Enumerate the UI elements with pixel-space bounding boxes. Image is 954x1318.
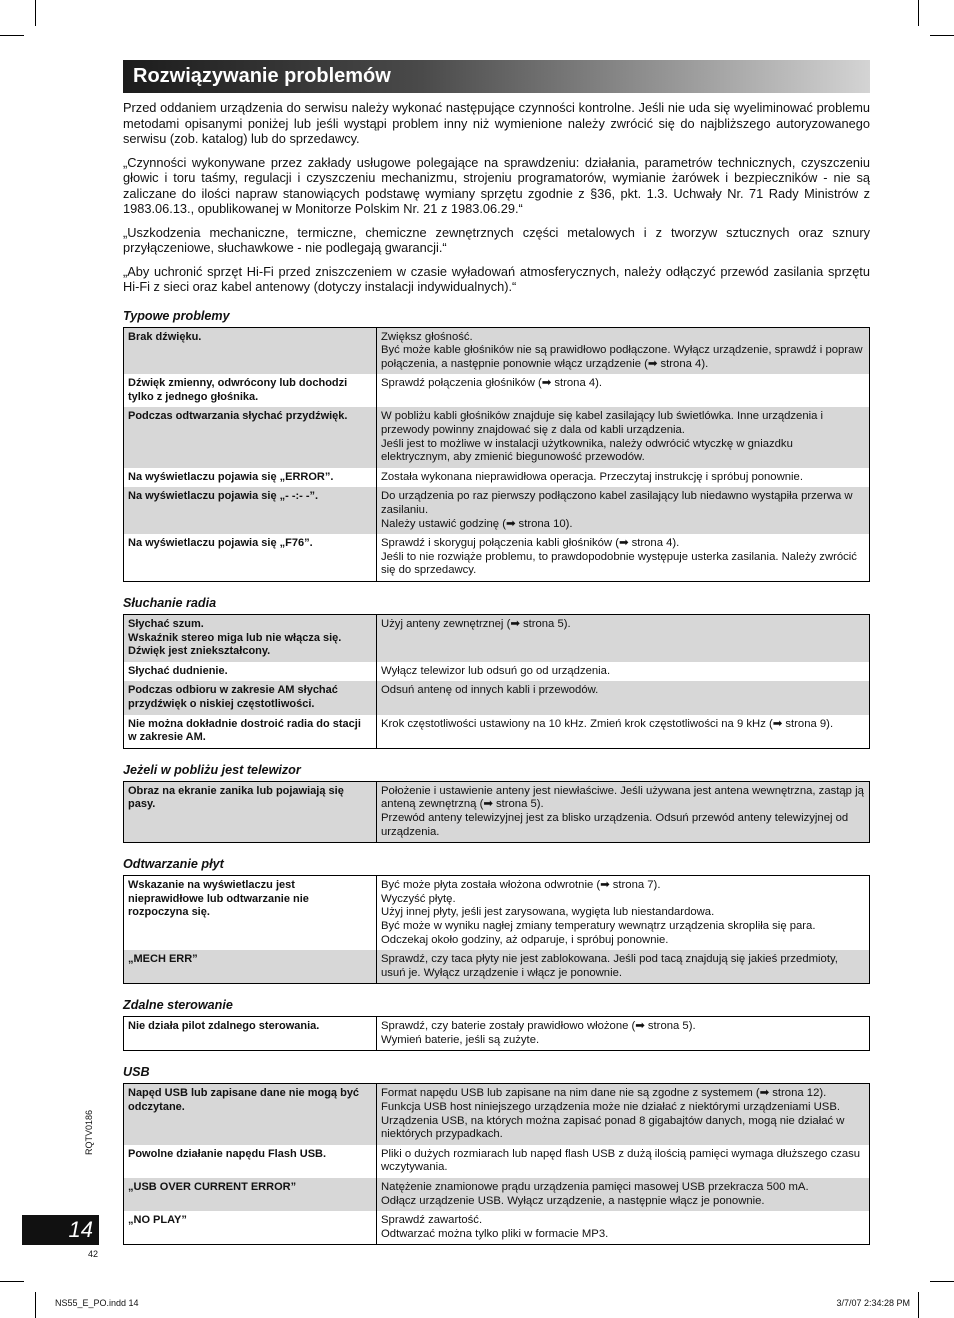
crop-mark (918, 0, 919, 26)
table-row (124, 487, 870, 534)
problem-cell: Obraz na ekranie zanika lub pojawiają się pasy. (124, 781, 377, 842)
solution-cell: Sprawdź i skoryguj połączenia kabli głośników (➡ strona 4). Jeśli to nie rozwiąże problemu, to prawdopodobnie występuje usterka zasilania. Należy zwrócić się do sprzedawcy. (381, 537, 857, 577)
problem-cell: Słychać szum. Wskaźnik stereo miga lub nie włącza się. Dźwięk jest zniekształcony. (124, 615, 377, 662)
intro-paragraph: „Aby uchronić sprzęt Hi-Fi przed zniszczeniem w czasie wyładowań atmosferycznych, należy odłączyć przewód zasilania sprzętu Hi-Fi z sieci oraz kabel antenowy (dotyczy instalacji indywidualnych).“ (123, 263, 870, 294)
problem-cell: Podczas odtwarzania słychać przydźwięk. (124, 407, 377, 467)
problem-cell: Napęd USB lub zapisane dane nie mogą być odczytane. (124, 1084, 377, 1145)
intro-paragraph: „Uszkodzenia mechaniczne, termiczne, chemiczne zewnętrznych części metalowych i z tworzyw sztucznych oraz sznury przyłączeniowe, słuchawkowe - nie podlegają gwarancji.“ (123, 224, 870, 255)
title-bar (123, 60, 870, 93)
crop-mark (35, 0, 36, 26)
page-number-box (22, 1215, 99, 1245)
crop-mark (0, 1281, 24, 1282)
table-row (124, 876, 870, 950)
problem-cell: „NO PLAY” (124, 1211, 377, 1245)
table-row (124, 681, 870, 714)
problem-cell: Wskazanie na wyświetlaczu jest nieprawidłowe lub odtwarzanie nie rozpoczyna się. (124, 876, 377, 950)
problem-cell: Nie można dokładnie dostroić radia do stacji w zakresie AM. (124, 715, 377, 749)
troubleshooting-table (123, 875, 870, 984)
table-row (124, 715, 870, 749)
table-row (124, 468, 870, 488)
solution-cell: W pobliżu kabli głośników znajduje się kabel zasilający lub świetlówka. Inne urządzenia i przewody powinny znajdować się z dala od kabli urządzenia. Jeśli jest to możliwe w instalacji użytkownika, należy odwrócić wtyczkę w gniazdku elektrycznym, aby zmienić biegunowość przewodów. (377, 407, 870, 467)
table-row (124, 1211, 870, 1245)
section-title: USB (123, 1065, 150, 1080)
solution-cell: Sprawdź, czy taca płyty nie jest zablokowana. Jeśli pod tacą znajdują się jakieś przedmioty, usuń je. Wyłącz urządzenie i włącz je ponownie. (377, 950, 870, 984)
table-row (124, 327, 870, 374)
table-row (124, 662, 870, 682)
troubleshooting-sections (123, 309, 870, 1246)
document-code: RQTV0186 (84, 1109, 94, 1155)
problem-cell: Słychać dudnienie. (124, 662, 377, 682)
intro-paragraph: Przed oddaniem urządzenia do serwisu należy wykonać następujące czynności kontrolne. Jeśli nie uda się wyeliminować problemu metodami opisanymi poniżej lub jeśli wystąpi problem inny niż wymienione należy zwrócić się do najbliższego autoryzowanego serwisu (zob. katalog) lub do sprzedawcy. (123, 100, 870, 146)
solution-cell: Odsuń antenę od innych kabli i przewodów. (377, 681, 870, 714)
table-row (124, 374, 870, 407)
table-row (124, 615, 870, 662)
crop-mark (930, 35, 954, 36)
intro (123, 100, 870, 295)
table-row (124, 1145, 870, 1178)
problem-cell: „MECH ERR” (124, 950, 377, 984)
footer-date: 3/7/07 2:34:28 PM (836, 1298, 910, 1308)
troubleshooting-table (123, 1083, 870, 1245)
problem-cell: Dźwięk zmienny, odwrócony lub dochodzi tylko z jednego głośnika. (124, 374, 377, 407)
section-title: Słuchanie radia (123, 596, 217, 610)
problem-cell: „USB OVER CURRENT ERROR” (124, 1178, 377, 1211)
table-row (124, 1084, 870, 1145)
solution-cell: Krok częstotliwości ustawiony na 10 kHz. Zmień krok częstotliwości na 9 kHz (➡ strona 9). (381, 717, 834, 730)
problem-cell: Podczas odbioru w zakresie AM słychać przydźwięk o niskiej częstotliwości. (124, 681, 377, 714)
crop-mark (918, 1292, 919, 1318)
solution-cell: Została wykonana nieprawidłowa operacja. Przeczytaj instrukcję i spróbuj ponownie. (381, 470, 803, 483)
page-number: 14 (68, 1217, 93, 1242)
solution-cell: Być może płyta została włożona odwrotnie (➡ strona 7). Wyczyść płytę. Użyj innej płyty, jeśli jest zarysowana, wygięta lub niestandardowa. Być może w wyniku nagłej zmiany temperatury wewnątrz urządzenia skropliła się para. Odczekaj około godziny, aż odparuje, i spróbuj ponownie. (381, 879, 816, 946)
solution-cell: Położenie i ustawienie anteny jest niewłaściwe. Jeśli używana jest antena wewnętrzna, zastąp ją anteną zewnętrzną (➡ strona 5). Przewód anteny telewizyjnej jest za blisko urządzenia. Odsuń przewód anteny telewizyjnej od urządzenia. (377, 781, 870, 842)
solution-cell: Użyj anteny zewnętrznej (➡ strona 5). (377, 615, 870, 662)
crop-mark (930, 1281, 954, 1282)
section-title: Typowe problemy (123, 308, 230, 323)
table-row (124, 950, 870, 984)
solution-cell: Sprawdź zawartość. Odtwarzać można tylko pliki w formacie MP3. (381, 1214, 609, 1240)
problem-cell: Powolne działanie napędu Flash USB. (124, 1145, 377, 1178)
section-title: Jeżeli w pobliżu jest telewizor (123, 762, 301, 777)
problem-cell: Nie działa pilot zdalnego sterowania. (124, 1017, 377, 1051)
section-title: Zdalne sterowanie (123, 998, 233, 1013)
table-row (124, 407, 870, 467)
crop-mark (0, 35, 24, 36)
solution-cell: Do urządzenia po raz pierwszy podłączono kabel zasilający lub niedawno wystąpiła przerwa w zasilaniu. Należy ustawić godzinę (➡ strona 10). (377, 487, 870, 534)
problem-cell: Na wyświetlaczu pojawia się „ERROR”. (124, 468, 377, 488)
small-page-number: 42 (88, 1249, 99, 1259)
table-row (124, 781, 870, 842)
solution-cell: Pliki o dużych rozmiarach lub napęd flash USB z dużą ilością pamięci wymaga dłuższego czasu wczytywania. (381, 1147, 861, 1174)
intro-paragraph: „Czynności wykonywane przez zakłady usługowe polegające na sprawdzeniu: działania, parametrów technicznych, czyszczeniu głowic i toru taśmy, regulacji i czyszczeniu mechanizmu, strojeniu programatorów, wymianie żarówek i bezpieczników - nie są zaliczane do ilości napraw stanowiących podstawę wymiany sprzętu zgodnie z §36, pkt. 1.3. Uchwały Nr. 71 Rady Ministrów z 1983.06.13., opublikowanej w Monitorze Polskim Nr. 21 z 1983.06.29.“ (123, 154, 870, 216)
solution-cell: Natężenie znamionowe prądu urządzenia pamięci masowej USB przekracza 500 mA. Odłącz urządzenie USB. Wyłącz urządzenie, a następnie włącz je ponownie. (377, 1178, 870, 1211)
solution-cell: Wyłącz telewizor lub odsuń go od urządzenia. (381, 664, 611, 677)
problem-cell: Na wyświetlaczu pojawia się „- -:- -”. (124, 487, 377, 534)
table-row (124, 534, 870, 581)
problem-cell: Brak dźwięku. (124, 327, 377, 374)
solution-cell: Sprawdź połączenia głośników (➡ strona 4). (381, 377, 603, 390)
solution-cell: Sprawdź, czy baterie zostały prawidłowo włożone (➡ strona 5). Wymień baterie, jeśli są zużyte. (381, 1020, 696, 1046)
problem-cell: Na wyświetlaczu pojawia się „F76”. (124, 534, 377, 581)
footer-file: NS55_E_PO.indd 14 (55, 1298, 139, 1308)
solution-cell: Format napędu USB lub zapisane na nim dane nie są zgodne z systemem (➡ strona 12). Funkcja USB host niniejszego urządzenia może nie działać z niektórymi urządzeniami USB. Urządzenia USB, na których można zapisać ponad 8 gigabajtów danych, mogą nie działać w niektórych przypadkach. (377, 1084, 870, 1145)
troubleshooting-table (123, 327, 870, 583)
main-content (123, 100, 870, 1245)
table-row (124, 1017, 870, 1051)
crop-mark (35, 1292, 36, 1318)
table-row (124, 1178, 870, 1211)
troubleshooting-table (123, 781, 870, 843)
page-title: Rozwiązywanie problemów (133, 65, 391, 87)
troubleshooting-table (123, 1016, 870, 1051)
solution-cell: Zwiększ głośność. Być może kable głośników nie są prawidłowo podłączone. Wyłącz urządzenie, sprawdź i popraw połączenia, a następnie ponownie włącz urządzenie (➡ strona 4). (377, 327, 870, 374)
troubleshooting-table (123, 614, 870, 749)
section-title: Odtwarzanie płyt (123, 857, 224, 872)
